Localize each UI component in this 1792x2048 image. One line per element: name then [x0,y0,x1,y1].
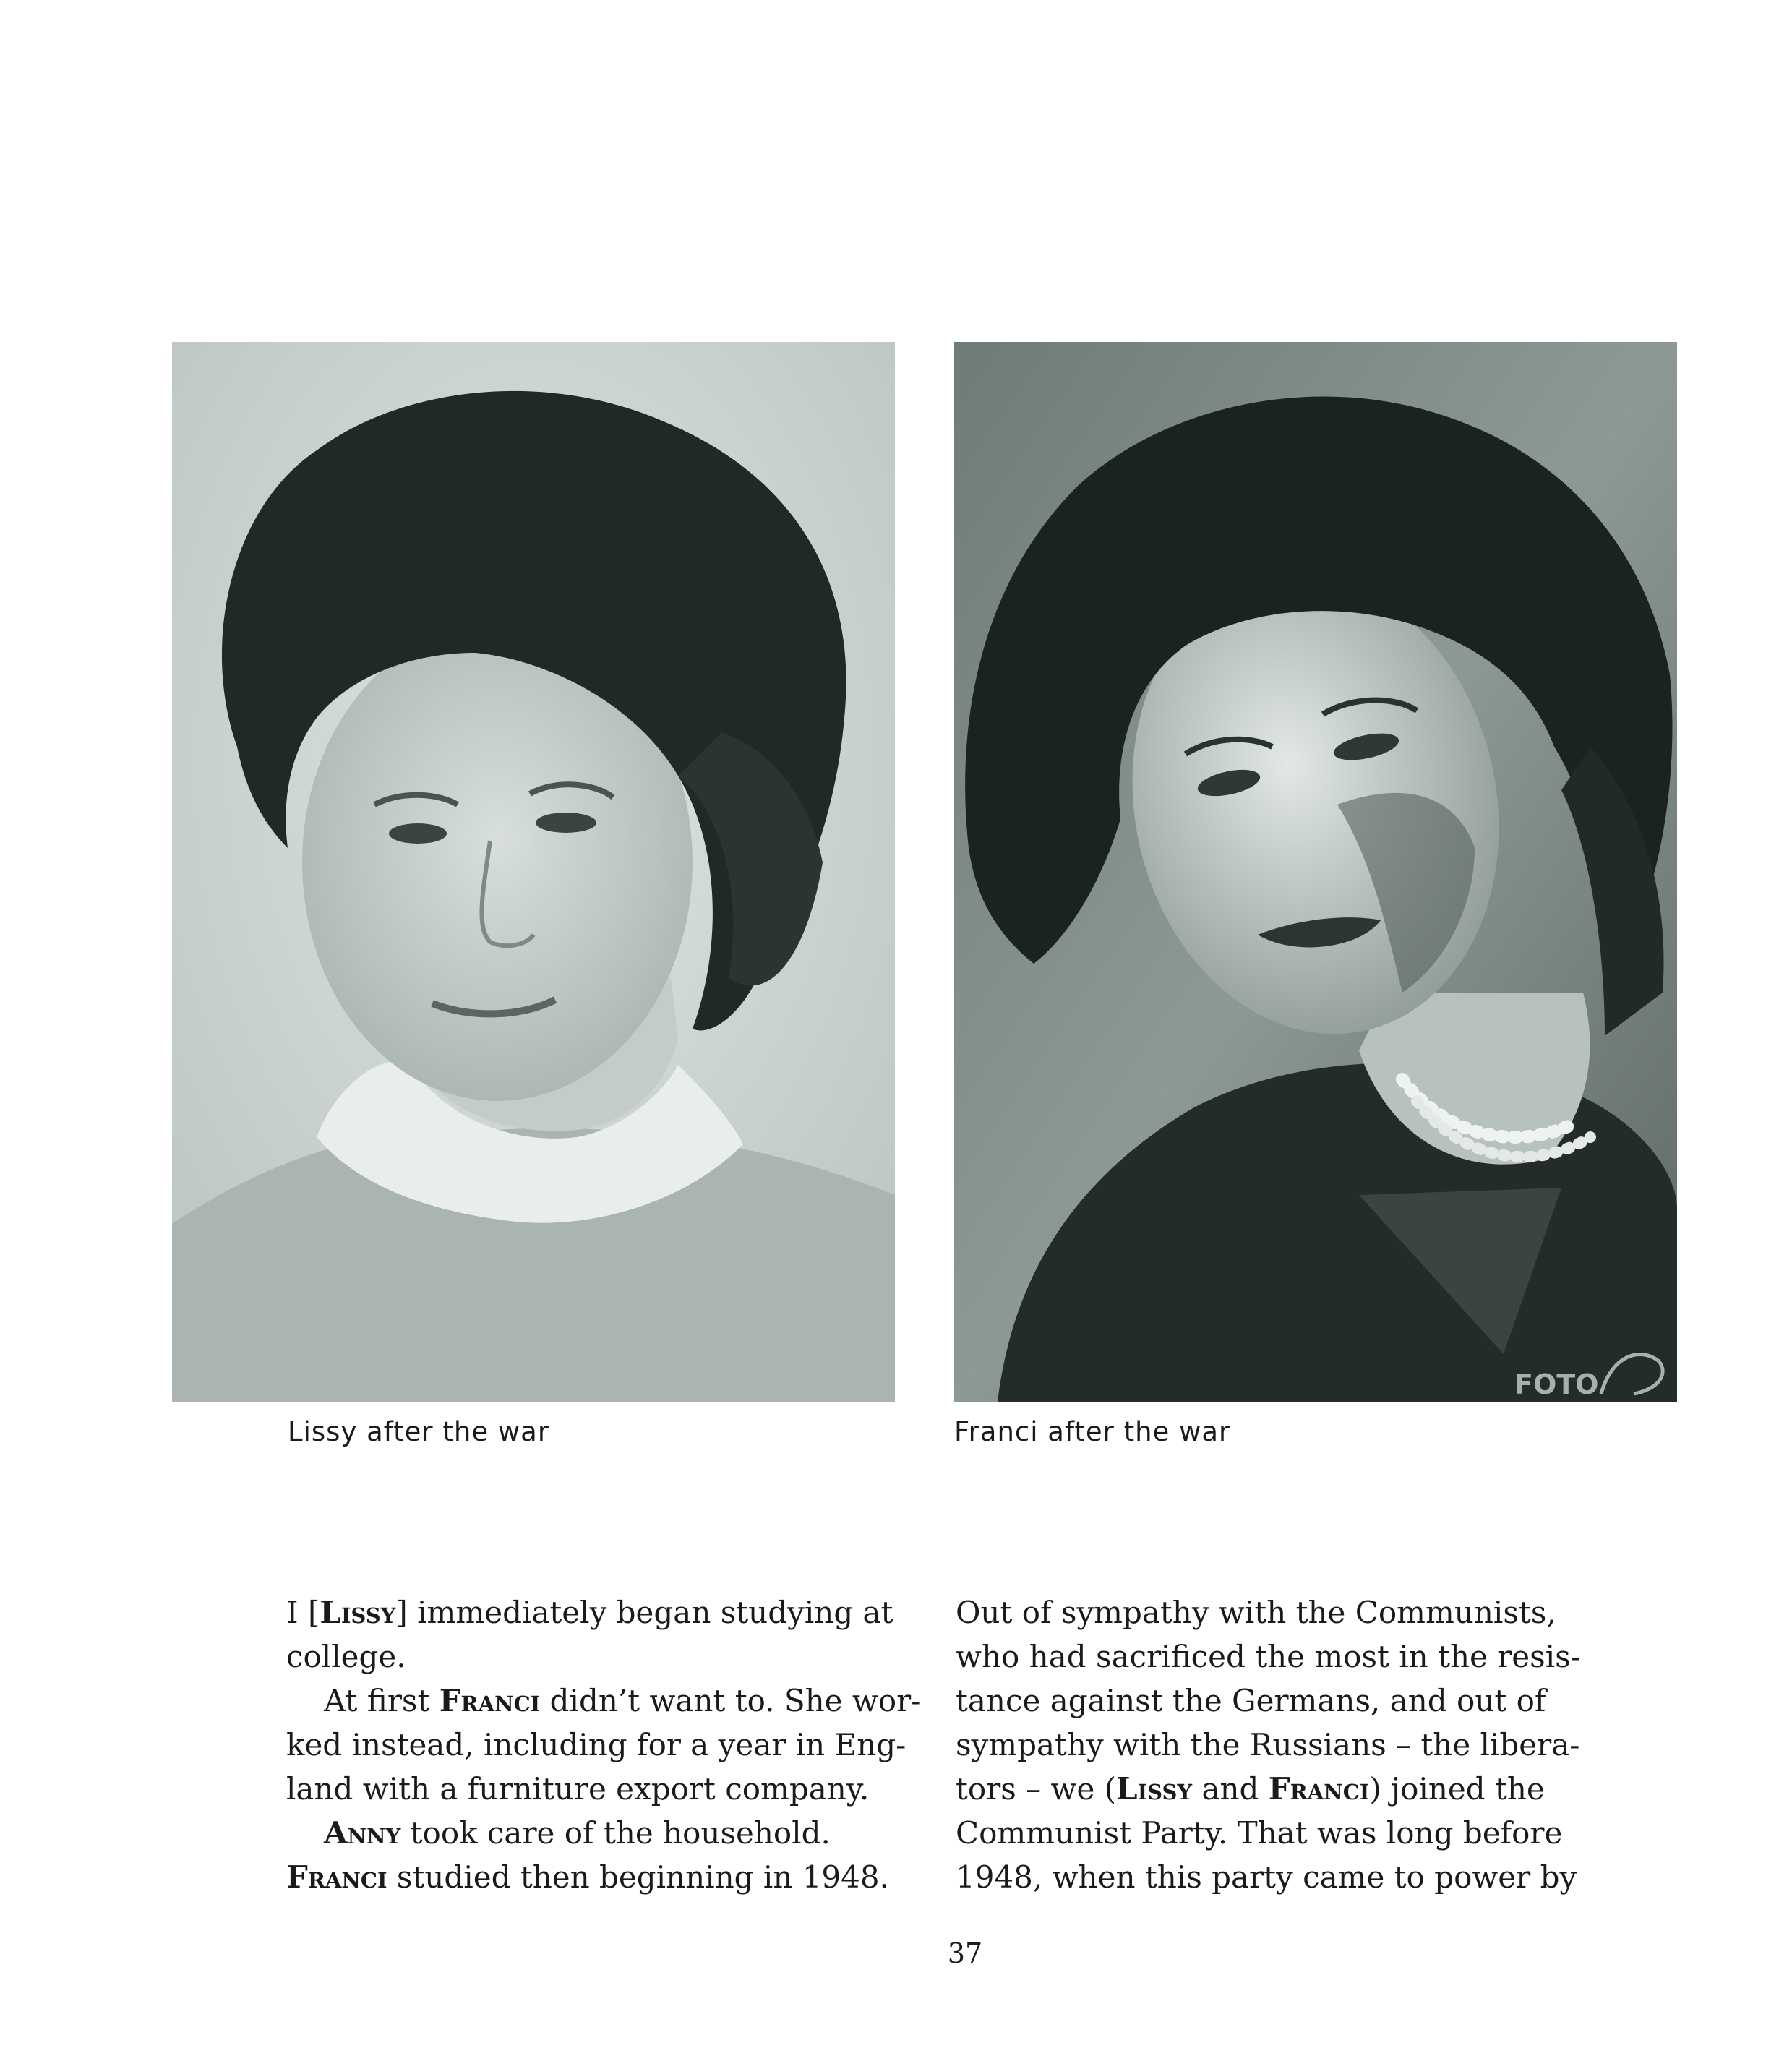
photo-franci [954,342,1677,1402]
name-anny: Anny [324,1815,401,1851]
paragraph-line: Anny took care of the household. [324,1815,831,1851]
paragraph-line: At first Franci didn’t want to. She wor- [324,1683,922,1718]
name-franci: Franci [1268,1771,1370,1807]
paragraph-line: Out of sympathy with the Communists, [956,1595,1556,1630]
page-number: 37 [947,1937,983,1969]
photo-lissy [172,342,895,1402]
portrait-franci-image [954,342,1677,1402]
paragraph-line: tance against the Germans, and out of [956,1683,1546,1718]
text-column-left [286,1590,937,1899]
paragraph-line: sympathy with the Russians – the libera- [956,1727,1580,1762]
name-franci: Franci [286,1859,387,1895]
name-lissy: Lissy [1116,1771,1193,1807]
photo-stamp: FOTO [1514,1368,1599,1400]
paragraph-line: land with a furniture export company. [286,1771,870,1807]
paragraph-line: Communist Party. That was long before [956,1815,1563,1851]
paragraph-line: tors – we (Lissy and Franci) joined the [956,1771,1545,1807]
paragraph-line: ked instead, including for a year in Eng- [286,1727,906,1762]
paragraph-line: Franci studied then beginning in 1948. [286,1859,889,1895]
paragraph-line: who had sacrificed the most in the resis- [956,1639,1581,1674]
caption-franci: Franci after the war [954,1416,1231,1447]
caption-lissy: Lissy after the war [288,1416,550,1447]
text-column-right [956,1590,1606,1899]
paragraph-line: 1948, when this party came to power by [956,1859,1577,1895]
name-franci: Franci [439,1683,541,1718]
paragraph-line: I [Lissy] immediately began studying at [286,1595,893,1630]
portrait-lissy-image [172,342,895,1402]
paragraph-line: college. [286,1639,406,1674]
name-lissy: Lissy [320,1595,396,1630]
